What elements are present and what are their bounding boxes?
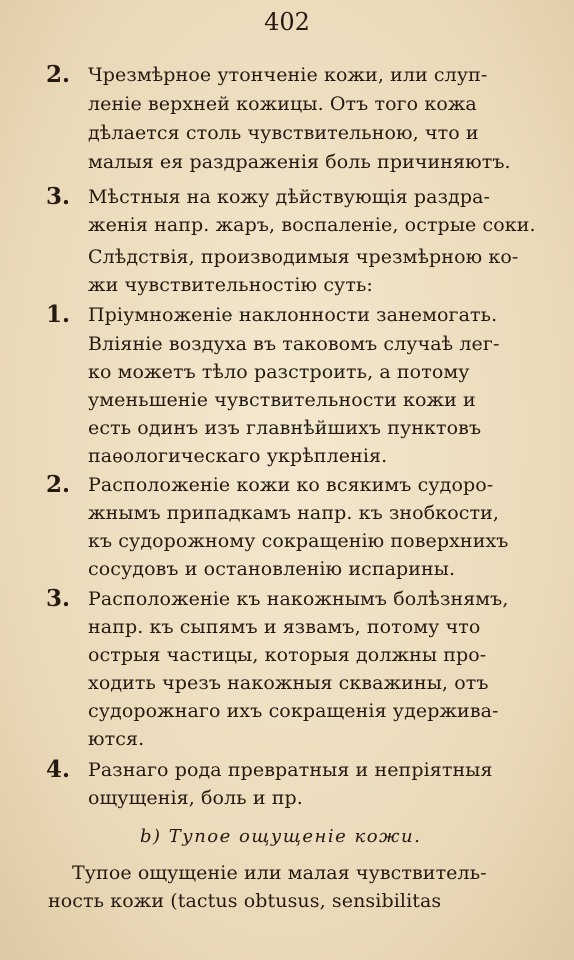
text-line: уменьшеніе чувствительности кожи и [88, 389, 476, 411]
item-number: 3. [46, 585, 71, 612]
text-line: ются. [88, 728, 145, 750]
text-line: Мѣстныя на кожу дѣйствующія раздра- [88, 186, 491, 208]
item-number: 2. [46, 471, 71, 498]
text-line: жнымъ припадкамъ напр. къ знобкости, [88, 502, 500, 524]
text-line: Вліяніе воздуха въ таковомъ случаѣ лег- [88, 333, 500, 355]
item-number: 1. [46, 301, 71, 328]
text-line: ность кожи (tactus obtusus, sensibilitas [48, 890, 442, 912]
text-line: женія напр. жаръ, воспаленіе, острые соки. [88, 214, 536, 236]
text-line: ко можетъ тѣло разстроить, а потому [88, 361, 470, 383]
text-line: ходить чрезъ накожныя скважины, отъ [88, 672, 489, 694]
text-line: Пріумноженіе наклонности занемогать. [88, 304, 498, 326]
text-line: паѳологическаго укрѣпленія. [88, 445, 388, 467]
item-number: 4. [46, 756, 71, 783]
text-line: есть одинъ изъ главнѣйшихъ пунктовъ [88, 417, 482, 439]
text-line: малыя ея раздраженія боль причиняютъ. [88, 151, 511, 173]
text-line: Слѣдствія, производимыя чрезмѣрною ко- [88, 246, 519, 268]
item-number: 2. [46, 61, 71, 88]
text-line: Тупое ощущеніе или малая чувствитель- [72, 862, 487, 884]
text-line: дѣлается столь чувствительною, что и [88, 122, 479, 144]
text-line: Расположеніе къ накожнымъ болѣзнямъ, [88, 588, 509, 610]
text-line: леніе верхней кожицы. Отъ того кожа [88, 93, 477, 115]
text-line: жи чувствительностію суть: [88, 274, 373, 296]
text-line: Разнаго рода превратныя и непріятныя [88, 759, 493, 781]
text-line: къ судорожному сокращенію поверхнихъ [88, 530, 509, 552]
text-line: сосудовъ и остановленію испарины. [88, 558, 456, 580]
text-line: напр. къ сыпямъ и язвамъ, потому что [88, 616, 481, 638]
text-line: ощущенія, боль и пр. [88, 787, 303, 809]
section-heading: b) Тупое ощущеніе кожи. [140, 826, 422, 847]
text-line: судорожнаго ихъ сокращенія удержива- [88, 700, 499, 722]
text-line: Расположеніе кожи ко всякимъ судоро- [88, 474, 494, 496]
page-number: 402 [264, 8, 310, 36]
text-line: острыя частицы, которыя должны про- [88, 644, 487, 666]
item-number: 3. [46, 183, 71, 210]
text-line: Чрезмѣрное утонченіе кожи, или слуп- [88, 64, 488, 86]
